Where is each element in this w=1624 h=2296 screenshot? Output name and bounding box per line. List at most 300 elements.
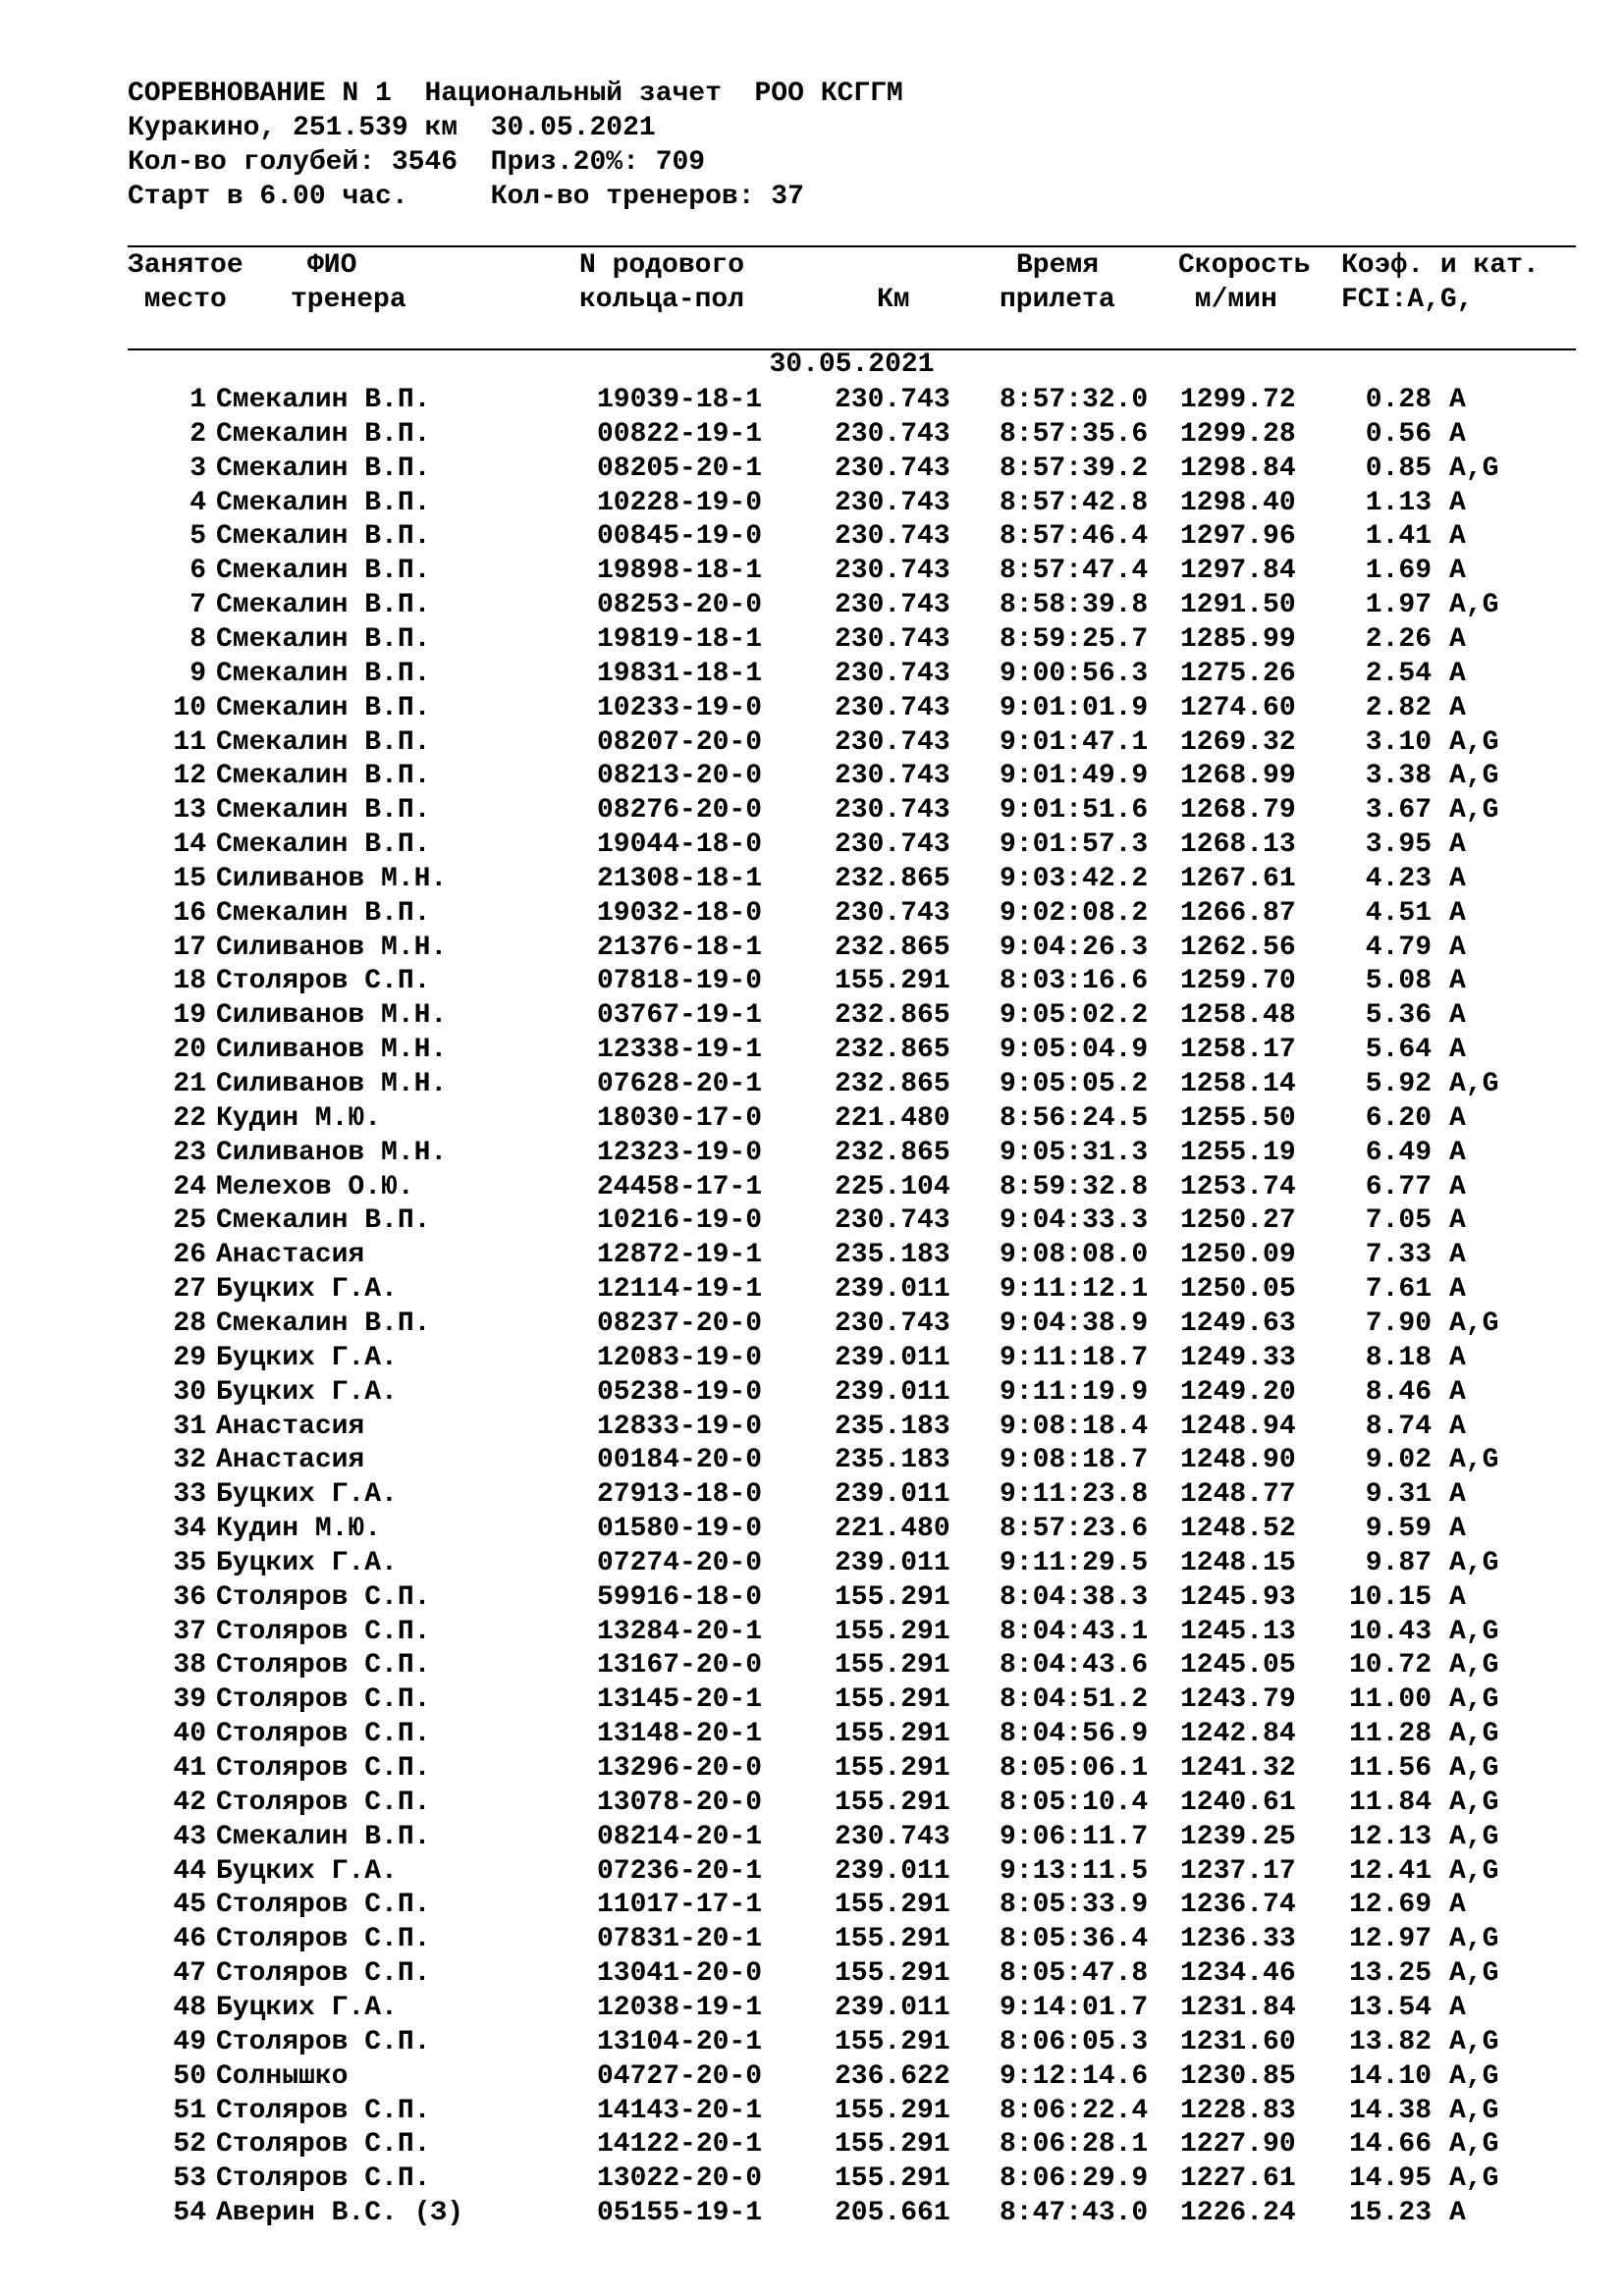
row-trainer-name: Кудин М.Ю.: [216, 1514, 382, 1545]
row-arrival-time: 9:01:01.9: [1000, 692, 1149, 723]
row-speed: 1240.61: [1180, 1787, 1296, 1818]
row-place: 42: [173, 1787, 206, 1818]
row-place: 1: [189, 385, 206, 415]
row-distance-km: 230.743: [835, 897, 950, 929]
row-coefficient: 9.59: [1365, 1514, 1432, 1545]
row-ring-number: 13148-20-1: [597, 1719, 763, 1750]
row-arrival-time: 9:01:47.1: [1000, 726, 1149, 758]
row-place: 2: [189, 418, 206, 450]
row-arrival-time: 9:04:38.9: [1000, 1308, 1149, 1339]
col-ring-header-2: кольца-пол: [579, 285, 745, 315]
row-coefficient: 1.69: [1365, 556, 1432, 587]
table-row: [0, 1136, 1624, 1170]
row-trainer-name: Аверин В.С. (З): [216, 2198, 464, 2229]
col-place-header-2: место: [128, 285, 227, 315]
row-trainer-name: Смекалин В.П.: [216, 692, 431, 723]
row-coefficient: 12.97: [1348, 1924, 1432, 1955]
table-row: [0, 1272, 1624, 1307]
row-category: A: [1449, 966, 1466, 997]
row-ring-number: 12323-19-0: [597, 1137, 763, 1168]
row-coefficient: 4.79: [1365, 932, 1432, 963]
row-coefficient: 8.18: [1365, 1342, 1432, 1373]
row-trainer-name: Столяров С.П.: [216, 2129, 431, 2161]
row-arrival-time: 9:08:08.0: [1000, 1240, 1149, 1271]
row-ring-number: 19032-18-0: [597, 897, 763, 929]
row-coefficient: 3.38: [1365, 761, 1432, 792]
row-distance-km: 155.291: [835, 1581, 950, 1613]
row-arrival-time: 8:05:10.4: [1000, 1787, 1149, 1818]
table-row: [0, 2094, 1624, 2128]
row-arrival-time: 8:05:33.9: [1000, 1890, 1149, 1921]
table-row: [0, 1203, 1624, 1238]
row-place: 44: [173, 1855, 206, 1887]
row-ring-number: 00184-20-0: [597, 1445, 763, 1476]
row-arrival-time: 8:58:39.8: [1000, 590, 1149, 621]
table-row: [0, 1170, 1624, 1204]
row-speed: 1258.14: [1180, 1069, 1296, 1099]
row-ring-number: 12338-19-1: [597, 1035, 763, 1066]
row-place: 39: [173, 1684, 206, 1716]
row-trainer-name: Столяров С.П.: [216, 2026, 431, 2057]
row-distance-km: 155.291: [835, 1924, 950, 1955]
row-coefficient: 7.05: [1365, 1205, 1432, 1237]
row-distance-km: 155.291: [835, 1787, 950, 1818]
table-row: [0, 1854, 1624, 1889]
row-category: A,G: [1449, 1821, 1499, 1852]
row-trainer-name: Столяров С.П.: [216, 1684, 431, 1716]
row-category: A: [1449, 623, 1466, 655]
row-speed: 1255.50: [1180, 1102, 1296, 1134]
row-trainer-name: Смекалин В.П.: [216, 726, 431, 758]
row-category: A: [1449, 1171, 1466, 1202]
row-trainer-name: Смекалин В.П.: [216, 556, 431, 587]
row-trainer-name: Смекалин В.П.: [216, 385, 431, 415]
row-distance-km: 230.743: [835, 829, 950, 861]
row-arrival-time: 8:04:38.3: [1000, 1581, 1149, 1613]
row-place: 31: [173, 1411, 206, 1442]
row-category: A,G: [1449, 1719, 1499, 1750]
row-category: A,G: [1449, 726, 1499, 758]
row-speed: 1250.27: [1180, 1205, 1296, 1237]
row-ring-number: 01580-19-0: [597, 1514, 763, 1545]
table-row: [0, 2196, 1624, 2230]
row-trainer-name: Смекалин В.П.: [216, 897, 431, 929]
header-line-2: Куракино, 251.539 км 30.05.2021: [128, 113, 656, 143]
row-ring-number: 07236-20-1: [597, 1855, 763, 1887]
row-trainer-name: Столяров С.П.: [216, 2095, 431, 2126]
row-distance-km: 155.291: [835, 1684, 950, 1716]
row-ring-number: 13104-20-1: [597, 2026, 763, 2057]
table-row: [0, 862, 1624, 896]
table-row: [0, 1443, 1624, 1477]
row-ring-number: 12833-19-0: [597, 1411, 763, 1442]
row-coefficient: 0.85: [1365, 453, 1432, 484]
row-coefficient: 6.77: [1365, 1171, 1432, 1202]
row-trainer-name: Смекалин В.П.: [216, 1205, 431, 1237]
row-place: 13: [173, 795, 206, 827]
row-arrival-time: 9:04:26.3: [1000, 932, 1149, 963]
row-distance-km: 232.865: [835, 1137, 950, 1168]
row-ring-number: 07831-20-1: [597, 1924, 763, 1955]
row-arrival-time: 8:04:51.2: [1000, 1684, 1149, 1716]
row-coefficient: 2.82: [1365, 692, 1432, 723]
row-place: 36: [173, 1581, 206, 1613]
row-ring-number: 21308-18-1: [597, 863, 763, 894]
row-trainer-name: Анастасия: [216, 1411, 365, 1442]
row-trainer-name: Анастасия: [216, 1240, 365, 1271]
row-arrival-time: 8:04:56.9: [1000, 1719, 1149, 1750]
row-speed: 1245.05: [1180, 1650, 1296, 1682]
row-category: A: [1449, 1000, 1466, 1032]
table-row: [0, 691, 1624, 725]
row-place: 22: [173, 1102, 206, 1134]
table-row: [0, 1067, 1624, 1101]
row-speed: 1269.32: [1180, 726, 1296, 758]
row-arrival-time: 8:59:25.7: [1000, 623, 1149, 655]
row-place: 50: [173, 2060, 206, 2092]
row-category: A: [1449, 1240, 1466, 1271]
row-trainer-name: Кудин М.Ю.: [216, 1102, 382, 1134]
row-speed: 1255.19: [1180, 1137, 1296, 1168]
row-coefficient: 5.64: [1365, 1035, 1432, 1066]
row-arrival-time: 9:00:56.3: [1000, 658, 1149, 689]
row-distance-km: 230.743: [835, 487, 950, 518]
row-trainer-name: Смекалин В.П.: [216, 487, 431, 518]
row-place: 43: [173, 1821, 206, 1852]
row-category: A,G: [1449, 2060, 1499, 2092]
row-place: 33: [173, 1479, 206, 1511]
row-distance-km: 155.291: [835, 1719, 950, 1750]
row-coefficient: 11.28: [1348, 1719, 1432, 1750]
row-arrival-time: 9:05:04.9: [1000, 1035, 1149, 1066]
row-distance-km: 230.743: [835, 385, 950, 415]
row-trainer-name: Столяров С.П.: [216, 1616, 431, 1647]
row-ring-number: 13041-20-0: [597, 1958, 763, 1990]
row-arrival-time: 8:03:16.6: [1000, 966, 1149, 997]
row-arrival-time: 8:57:42.8: [1000, 487, 1149, 518]
row-ring-number: 08276-20-0: [597, 795, 763, 827]
row-coefficient: 3.95: [1365, 829, 1432, 861]
row-coefficient: 9.87: [1365, 1547, 1432, 1578]
row-arrival-time: 9:14:01.7: [1000, 1992, 1149, 2023]
row-category: A: [1449, 829, 1466, 861]
row-speed: 1237.17: [1180, 1855, 1296, 1887]
table-row: [0, 1341, 1624, 1375]
row-speed: 1241.32: [1180, 1753, 1296, 1784]
row-coefficient: 5.08: [1365, 966, 1432, 997]
row-place: 7: [189, 590, 206, 621]
row-place: 21: [173, 1069, 206, 1099]
row-ring-number: 05155-19-1: [597, 2198, 763, 2229]
row-ring-number: 13284-20-1: [597, 1616, 763, 1647]
row-category: A: [1449, 897, 1466, 929]
row-ring-number: 07274-20-0: [597, 1547, 763, 1578]
row-ring-number: 07818-19-0: [597, 966, 763, 997]
row-speed: 1227.61: [1180, 2163, 1296, 2195]
row-trainer-name: Столяров С.П.: [216, 1924, 431, 1955]
row-trainer-name: Столяров С.П.: [216, 966, 431, 997]
row-category: A: [1449, 1274, 1466, 1306]
row-ring-number: 08205-20-1: [597, 453, 763, 484]
table-row: [0, 1307, 1624, 1341]
row-category: A: [1449, 1514, 1466, 1545]
row-coefficient: 10.15: [1348, 1581, 1432, 1613]
row-ring-number: 00822-19-1: [597, 418, 763, 450]
row-trainer-name: Силиванов М.Н.: [216, 1137, 448, 1168]
row-coefficient: 0.28: [1365, 385, 1432, 415]
row-speed: 1236.74: [1180, 1890, 1296, 1921]
row-coefficient: 9.31: [1365, 1479, 1432, 1511]
row-category: A: [1449, 1035, 1466, 1066]
row-trainer-name: Буцких Г.А.: [216, 1547, 398, 1578]
table-row: [0, 2059, 1624, 2094]
row-distance-km: 155.291: [835, 1890, 950, 1921]
row-coefficient: 8.46: [1365, 1376, 1432, 1408]
row-coefficient: 1.41: [1365, 521, 1432, 553]
row-distance-km: 221.480: [835, 1102, 950, 1134]
row-speed: 1298.84: [1180, 453, 1296, 484]
row-arrival-time: 8:56:24.5: [1000, 1102, 1149, 1134]
row-arrival-time: 9:01:57.3: [1000, 829, 1149, 861]
row-speed: 1226.24: [1180, 2198, 1296, 2229]
header-line-3: Кол-во голубей: 3546 Приз.20%: 709: [128, 147, 706, 178]
row-place: 27: [173, 1274, 206, 1306]
row-speed: 1299.28: [1180, 418, 1296, 450]
row-speed: 1249.63: [1180, 1308, 1296, 1339]
row-category: A: [1449, 521, 1466, 553]
row-arrival-time: 8:57:23.6: [1000, 1514, 1149, 1545]
row-ring-number: 27913-18-0: [597, 1479, 763, 1511]
row-trainer-name: Смекалин В.П.: [216, 829, 431, 861]
row-distance-km: 239.011: [835, 1479, 950, 1511]
row-place: 46: [173, 1924, 206, 1955]
row-category: A: [1449, 1376, 1466, 1408]
row-coefficient: 4.51: [1365, 897, 1432, 929]
table-row: [0, 1991, 1624, 2025]
row-trainer-name: Столяров С.П.: [216, 1581, 431, 1613]
row-category: A: [1449, 2198, 1466, 2229]
table-row: [0, 1101, 1624, 1136]
row-arrival-time: 8:57:39.2: [1000, 453, 1149, 484]
row-speed: 1266.87: [1180, 897, 1296, 929]
table-row: [0, 931, 1624, 965]
table-row: [0, 417, 1624, 452]
row-category: A: [1449, 1137, 1466, 1168]
row-arrival-time: 9:11:19.9: [1000, 1376, 1149, 1408]
table-row: [0, 2162, 1624, 2196]
row-coefficient: 6.49: [1365, 1137, 1432, 1168]
row-ring-number: 19898-18-1: [597, 556, 763, 587]
col-coef-header-2: FCI:A,G,: [1341, 285, 1474, 315]
col-speed-header-2: м/мин: [1178, 285, 1277, 315]
row-distance-km: 235.183: [835, 1411, 950, 1442]
row-speed: 1234.46: [1180, 1958, 1296, 1990]
row-category: A,G: [1449, 1855, 1499, 1887]
row-distance-km: 239.011: [835, 1342, 950, 1373]
row-trainer-name: Буцких Г.А.: [216, 1479, 398, 1511]
row-arrival-time: 9:11:18.7: [1000, 1342, 1149, 1373]
row-place: 15: [173, 863, 206, 894]
row-distance-km: 155.291: [835, 2129, 950, 2161]
table-row: [0, 486, 1624, 520]
table-row: [0, 1888, 1624, 1922]
row-arrival-time: 9:05:31.3: [1000, 1137, 1149, 1168]
table-row: [0, 725, 1624, 760]
row-category: A,G: [1449, 2129, 1499, 2161]
row-trainer-name: Смекалин В.П.: [216, 761, 431, 792]
row-coefficient: 7.33: [1365, 1240, 1432, 1271]
row-place: 41: [173, 1753, 206, 1784]
row-distance-km: 239.011: [835, 1992, 950, 2023]
row-place: 48: [173, 1992, 206, 2023]
row-trainer-name: Солнышко: [216, 2060, 349, 2092]
row-place: 10: [173, 692, 206, 723]
row-arrival-time: 8:05:47.8: [1000, 1958, 1149, 1990]
row-ring-number: 08253-20-0: [597, 590, 763, 621]
row-distance-km: 230.743: [835, 453, 950, 484]
row-category: A,G: [1449, 1753, 1499, 1784]
row-speed: 1248.52: [1180, 1514, 1296, 1545]
row-distance-km: 232.865: [835, 1000, 950, 1032]
row-place: 8: [189, 623, 206, 655]
row-distance-km: 232.865: [835, 863, 950, 894]
row-coefficient: 1.97: [1365, 590, 1432, 621]
table-row: [0, 1922, 1624, 1956]
row-category: A,G: [1449, 1958, 1499, 1990]
row-speed: 1250.09: [1180, 1240, 1296, 1271]
row-arrival-time: 9:02:08.2: [1000, 897, 1149, 929]
row-category: A,G: [1449, 2163, 1499, 2195]
row-ring-number: 18030-17-0: [597, 1102, 763, 1134]
row-distance-km: 239.011: [835, 1855, 950, 1887]
row-category: A: [1449, 1205, 1466, 1237]
row-place: 17: [173, 932, 206, 963]
row-ring-number: 07628-20-1: [597, 1069, 763, 1099]
row-speed: 1259.70: [1180, 966, 1296, 997]
row-place: 40: [173, 1719, 206, 1750]
row-trainer-name: Столяров С.П.: [216, 1958, 431, 1990]
col-speed-header-1: Скорость: [1178, 250, 1311, 281]
row-category: A: [1449, 1581, 1466, 1613]
row-ring-number: 05238-19-0: [597, 1376, 763, 1408]
row-speed: 1231.60: [1180, 2026, 1296, 2057]
row-ring-number: 13167-20-0: [597, 1650, 763, 1682]
row-distance-km: 205.661: [835, 2198, 950, 2229]
row-place: 51: [173, 2095, 206, 2126]
row-coefficient: 3.67: [1365, 795, 1432, 827]
row-coefficient: 3.10: [1365, 726, 1432, 758]
row-ring-number: 08213-20-0: [597, 761, 763, 792]
row-trainer-name: Смекалин В.П.: [216, 623, 431, 655]
row-place: 25: [173, 1205, 206, 1237]
row-distance-km: 239.011: [835, 1274, 950, 1306]
row-arrival-time: 9:08:18.4: [1000, 1411, 1149, 1442]
row-place: 45: [173, 1890, 206, 1921]
row-trainer-name: Смекалин В.П.: [216, 418, 431, 450]
row-speed: 1275.26: [1180, 658, 1296, 689]
table-row: [0, 1648, 1624, 1682]
table-row: [0, 828, 1624, 862]
row-arrival-time: 8:04:43.6: [1000, 1650, 1149, 1682]
row-place: 47: [173, 1958, 206, 1990]
row-trainer-name: Анастасия: [216, 1445, 365, 1476]
row-arrival-time: 8:57:46.4: [1000, 521, 1149, 553]
row-distance-km: 155.291: [835, 1616, 950, 1647]
row-trainer-name: Силиванов М.Н.: [216, 1000, 448, 1032]
row-place: 54: [173, 2198, 206, 2229]
row-speed: 1248.94: [1180, 1411, 1296, 1442]
table-row: [0, 1477, 1624, 1512]
row-speed: 1250.05: [1180, 1274, 1296, 1306]
row-category: A: [1449, 692, 1466, 723]
row-distance-km: 225.104: [835, 1171, 950, 1202]
row-coefficient: 9.02: [1365, 1445, 1432, 1476]
row-ring-number: 13022-20-0: [597, 2163, 763, 2195]
row-coefficient: 7.61: [1365, 1274, 1432, 1306]
table-row: [0, 1580, 1624, 1615]
row-distance-km: 230.743: [835, 1821, 950, 1852]
table-row: [0, 452, 1624, 486]
row-trainer-name: Буцких Г.А.: [216, 1855, 398, 1887]
row-arrival-time: 8:47:43.0: [1000, 2198, 1149, 2229]
row-category: A: [1449, 863, 1466, 894]
row-place: 34: [173, 1514, 206, 1545]
row-distance-km: 230.743: [835, 726, 950, 758]
table-row: [0, 383, 1624, 417]
table-row: [0, 1786, 1624, 1820]
row-ring-number: 04727-20-0: [597, 2060, 763, 2092]
row-distance-km: 230.743: [835, 1205, 950, 1237]
row-place: 30: [173, 1376, 206, 1408]
row-trainer-name: Силиванов М.Н.: [216, 932, 448, 963]
row-category: A: [1449, 1342, 1466, 1373]
row-category: A: [1449, 1479, 1466, 1511]
row-speed: 1243.79: [1180, 1684, 1296, 1716]
row-arrival-time: 9:01:51.6: [1000, 795, 1149, 827]
row-speed: 1242.84: [1180, 1719, 1296, 1750]
row-distance-km: 230.743: [835, 692, 950, 723]
row-ring-number: 12872-19-1: [597, 1240, 763, 1271]
row-trainer-name: Силиванов М.Н.: [216, 1035, 448, 1066]
row-speed: 1239.25: [1180, 1821, 1296, 1852]
row-distance-km: 230.743: [835, 521, 950, 553]
row-distance-km: 232.865: [835, 1069, 950, 1099]
row-ring-number: 00845-19-0: [597, 521, 763, 553]
row-coefficient: 11.84: [1348, 1787, 1432, 1818]
row-speed: 1274.60: [1180, 692, 1296, 723]
table-row: [0, 588, 1624, 622]
table-row: [0, 2127, 1624, 2162]
row-coefficient: 5.36: [1365, 1000, 1432, 1032]
col-coef-header-1: Коэф. и кат.: [1341, 250, 1540, 281]
row-category: A: [1449, 658, 1466, 689]
row-speed: 1228.83: [1180, 2095, 1296, 2126]
row-arrival-time: 9:05:05.2: [1000, 1069, 1149, 1099]
row-category: A: [1449, 1890, 1466, 1921]
row-speed: 1248.77: [1180, 1479, 1296, 1511]
row-place: 11: [173, 726, 206, 758]
row-coefficient: 14.38: [1348, 2095, 1432, 2126]
row-coefficient: 0.56: [1365, 418, 1432, 450]
row-category: A,G: [1449, 590, 1499, 621]
row-speed: 1245.93: [1180, 1581, 1296, 1613]
row-trainer-name: Смекалин В.П.: [216, 795, 431, 827]
row-place: 14: [173, 829, 206, 861]
row-speed: 1248.15: [1180, 1547, 1296, 1578]
row-speed: 1236.33: [1180, 1924, 1296, 1955]
table-row: [0, 964, 1624, 998]
row-ring-number: 03767-19-1: [597, 1000, 763, 1032]
